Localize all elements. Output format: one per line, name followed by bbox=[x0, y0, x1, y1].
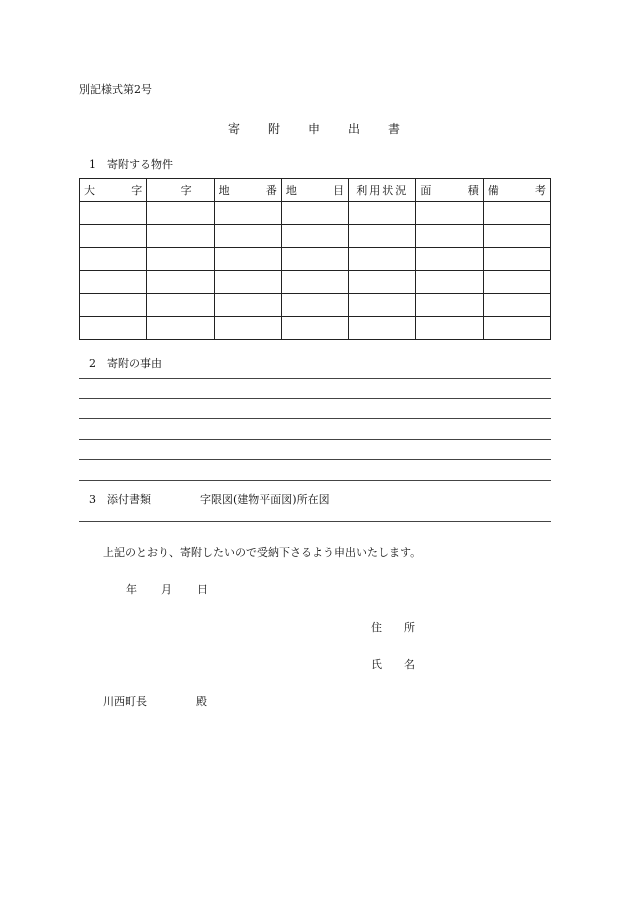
table-cell[interactable] bbox=[281, 202, 348, 225]
col-oaza: 大 字 bbox=[80, 179, 147, 202]
col-chimoku: 地 目 bbox=[281, 179, 348, 202]
col-aza: 字 bbox=[147, 179, 214, 202]
table-cell[interactable] bbox=[281, 317, 348, 340]
table-cell[interactable] bbox=[147, 294, 214, 317]
table-cell[interactable] bbox=[281, 225, 348, 248]
section1-heading: 1 寄附する物件 bbox=[89, 158, 173, 171]
table-cell[interactable] bbox=[416, 294, 483, 317]
table-cell[interactable] bbox=[214, 294, 281, 317]
page-title: 寄 附 申 出 書 bbox=[228, 122, 409, 136]
form-number: 別記様式第2号 bbox=[79, 83, 152, 96]
table-cell[interactable] bbox=[147, 317, 214, 340]
table-cell[interactable] bbox=[349, 271, 416, 294]
statement-text: 上記のとおり、寄附したいので受納下さるよう申出いたします。 bbox=[103, 546, 422, 559]
col-riyou: 利用状況 bbox=[349, 179, 416, 202]
date-day-label: 日 bbox=[197, 583, 208, 596]
addressee-name: 川西町長 bbox=[103, 695, 147, 708]
table-cell[interactable] bbox=[349, 248, 416, 271]
table-cell[interactable] bbox=[416, 271, 483, 294]
table-cell[interactable] bbox=[147, 248, 214, 271]
table-cell[interactable] bbox=[214, 202, 281, 225]
table-cell[interactable] bbox=[214, 317, 281, 340]
table-row bbox=[80, 317, 551, 340]
table-cell[interactable] bbox=[483, 225, 550, 248]
name-label: 氏 名 bbox=[371, 658, 415, 671]
table-cell[interactable] bbox=[416, 248, 483, 271]
table-cell[interactable] bbox=[349, 317, 416, 340]
table-cell[interactable] bbox=[80, 225, 147, 248]
section3-heading: 3 添付書類 bbox=[89, 493, 151, 506]
table-cell[interactable] bbox=[80, 317, 147, 340]
reason-line-4[interactable] bbox=[79, 439, 551, 440]
table-row bbox=[80, 294, 551, 317]
table-row bbox=[80, 248, 551, 271]
table-cell[interactable] bbox=[281, 294, 348, 317]
table-cell[interactable] bbox=[483, 202, 550, 225]
reason-line-1[interactable] bbox=[79, 378, 551, 379]
table-cell[interactable] bbox=[483, 248, 550, 271]
col-chiban: 地 番 bbox=[214, 179, 281, 202]
table-cell[interactable] bbox=[349, 294, 416, 317]
table-cell[interactable] bbox=[416, 202, 483, 225]
table-cell[interactable] bbox=[416, 225, 483, 248]
table-cell[interactable] bbox=[483, 294, 550, 317]
col-menseki: 面 積 bbox=[416, 179, 483, 202]
reason-line-5[interactable] bbox=[79, 459, 551, 460]
table-cell[interactable] bbox=[80, 248, 147, 271]
reason-line-3[interactable] bbox=[79, 418, 551, 419]
table-row bbox=[80, 202, 551, 225]
property-table bbox=[79, 178, 551, 340]
table-cell[interactable] bbox=[214, 248, 281, 271]
table-cell[interactable] bbox=[281, 248, 348, 271]
col-bikou: 備 考 bbox=[483, 179, 550, 202]
attachment-list: 字限図(建物平面図)所在図 bbox=[200, 493, 330, 506]
table-cell[interactable] bbox=[281, 271, 348, 294]
table-cell[interactable] bbox=[80, 271, 147, 294]
table-cell[interactable] bbox=[147, 225, 214, 248]
table-cell[interactable] bbox=[214, 271, 281, 294]
table-cell[interactable] bbox=[214, 225, 281, 248]
reason-line-2[interactable] bbox=[79, 398, 551, 399]
date-year-label: 年 bbox=[126, 583, 137, 596]
date-month-label: 月 bbox=[161, 583, 172, 596]
table-row bbox=[80, 271, 551, 294]
attachment-line[interactable] bbox=[79, 521, 551, 522]
addressee-honorific: 殿 bbox=[196, 695, 207, 708]
table-cell[interactable] bbox=[80, 202, 147, 225]
table-cell[interactable] bbox=[147, 271, 214, 294]
table-cell[interactable] bbox=[349, 225, 416, 248]
table-cell[interactable] bbox=[349, 202, 416, 225]
table-cell[interactable] bbox=[416, 317, 483, 340]
table-header-row bbox=[80, 179, 551, 202]
address-label: 住 所 bbox=[371, 621, 415, 634]
reason-line-6[interactable] bbox=[79, 480, 551, 481]
table-cell[interactable] bbox=[483, 317, 550, 340]
table-cell[interactable] bbox=[147, 202, 214, 225]
section2-heading: 2 寄附の事由 bbox=[89, 357, 162, 370]
table-cell[interactable] bbox=[483, 271, 550, 294]
table-row bbox=[80, 225, 551, 248]
table-cell[interactable] bbox=[80, 294, 147, 317]
